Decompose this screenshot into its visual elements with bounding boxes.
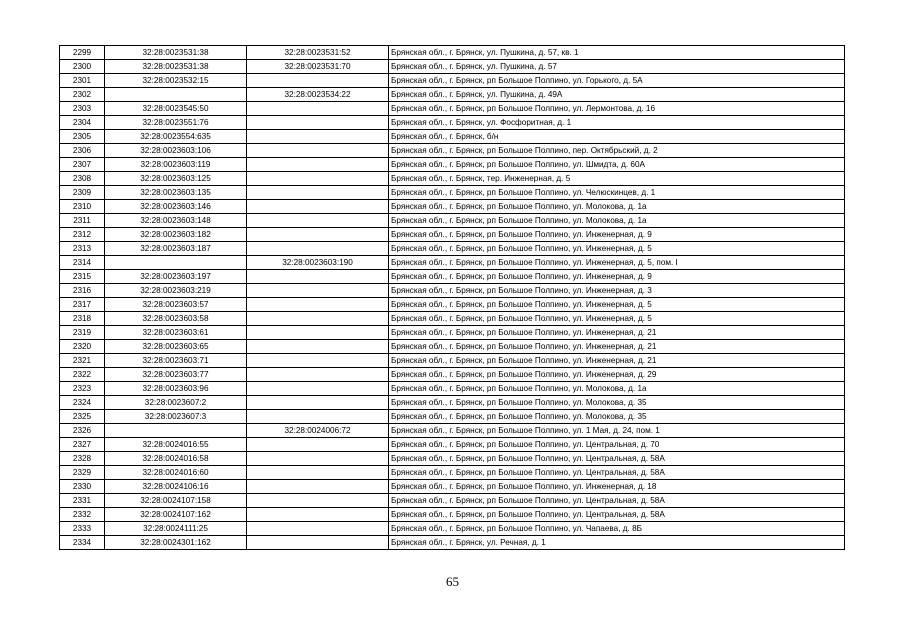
table-row <box>60 368 845 382</box>
table-row <box>60 494 845 508</box>
object-cadastral-number-cell <box>247 354 389 368</box>
cadastral-number-cell: 32:28:0023603:61 <box>105 326 247 340</box>
cadastral-number-cell: 32:28:0023603:71 <box>105 354 247 368</box>
object-cadastral-number-cell <box>247 494 389 508</box>
table-row <box>60 102 845 116</box>
address-cell: Брянская обл., г. Брянск, рп Большое Полпино, ул. Инженерная, д. 5 <box>389 312 845 326</box>
address-cell: Брянская обл., г. Брянск, рп Большое Полпино, ул. Центральная, д. 70 <box>389 438 845 452</box>
address-cell: Брянская обл., г. Брянск, рп Большое Полпино, ул. Чапаева, д. 8Б <box>389 522 845 536</box>
cadastral-number-cell: 32:28:0023545:50 <box>105 102 247 116</box>
cadastral-number-cell: 32:28:0024111:25 <box>105 522 247 536</box>
cadastral-number-cell: 32:28:0023603:182 <box>105 228 247 242</box>
address-cell: Брянская обл., г. Брянск, ул. Фосфоритная, д. 1 <box>389 116 845 130</box>
table-row <box>60 536 845 550</box>
object-cadastral-number-cell <box>247 172 389 186</box>
address-cell: Брянская обл., г. Брянск, рп Большое Полпино, ул. Инженерная, д. 3 <box>389 284 845 298</box>
address-cell: Брянская обл., г. Брянск, рп Большое Полпино, ул. Инженерная, д. 5 <box>389 298 845 312</box>
row-number-cell: 2310 <box>60 200 105 214</box>
address-cell: Брянская обл., г. Брянск, рп Большое Полпино, ул. Горького, д. 5А <box>389 74 845 88</box>
table-row <box>60 452 845 466</box>
row-number-cell: 2302 <box>60 88 105 102</box>
row-number-cell: 2332 <box>60 508 105 522</box>
cadastral-number-cell: 32:28:0023603:197 <box>105 270 247 284</box>
address-cell: Брянская обл., г. Брянск, рп Большое Полпино, ул. Центральная, д. 58А <box>389 466 845 480</box>
object-cadastral-number-cell <box>247 368 389 382</box>
cadastral-number-cell: 32:28:0023532:15 <box>105 74 247 88</box>
object-cadastral-number-cell <box>247 186 389 200</box>
object-cadastral-number-cell <box>247 312 389 326</box>
cadastral-number-cell: 32:28:0023551:76 <box>105 116 247 130</box>
object-cadastral-number-cell <box>247 522 389 536</box>
object-cadastral-number-cell <box>247 200 389 214</box>
table-row <box>60 74 845 88</box>
object-cadastral-number-cell <box>247 228 389 242</box>
object-cadastral-number-cell: 32:28:0023531:52 <box>247 46 389 60</box>
cadastral-number-cell <box>105 88 247 102</box>
table-row <box>60 158 845 172</box>
cadastral-number-cell: 32:28:0023607:2 <box>105 396 247 410</box>
row-number-cell: 2323 <box>60 382 105 396</box>
object-cadastral-number-cell: 32:28:0024006:72 <box>247 424 389 438</box>
object-cadastral-number-cell: 32:28:0023534:22 <box>247 88 389 102</box>
cadastral-number-cell: 32:28:0023603:57 <box>105 298 247 312</box>
address-cell: Брянская обл., г. Брянск, рп Большое Полпино, ул. 1 Мая, д. 24, пом. 1 <box>389 424 845 438</box>
row-number-cell: 2333 <box>60 522 105 536</box>
object-cadastral-number-cell <box>247 298 389 312</box>
row-number-cell: 2327 <box>60 438 105 452</box>
cadastral-number-cell: 32:28:0023554:635 <box>105 130 247 144</box>
cadastral-number-cell: 32:28:0023603:135 <box>105 186 247 200</box>
row-number-cell: 2304 <box>60 116 105 130</box>
row-number-cell: 2301 <box>60 74 105 88</box>
object-cadastral-number-cell <box>247 438 389 452</box>
row-number-cell: 2324 <box>60 396 105 410</box>
cadastral-number-cell: 32:28:0023603:65 <box>105 340 247 354</box>
row-number-cell: 2316 <box>60 284 105 298</box>
table-row <box>60 522 845 536</box>
address-cell: Брянская обл., г. Брянск, ул. Пушкина, д. 57 <box>389 60 845 74</box>
row-number-cell: 2322 <box>60 368 105 382</box>
table-row <box>60 438 845 452</box>
address-cell: Брянская обл., г. Брянск, рп Большое Полпино, ул. Молокова, д. 35 <box>389 396 845 410</box>
object-cadastral-number-cell: 32:28:0023603:190 <box>247 256 389 270</box>
address-cell: Брянская обл., г. Брянск, рп Большое Полпино, пер. Октябрьский, д. 2 <box>389 144 845 158</box>
row-number-cell: 2309 <box>60 186 105 200</box>
cadastral-number-cell: 32:28:0023603:58 <box>105 312 247 326</box>
table-row <box>60 298 845 312</box>
row-number-cell: 2328 <box>60 452 105 466</box>
table-row <box>60 326 845 340</box>
row-number-cell: 2305 <box>60 130 105 144</box>
cadastral-number-cell: 32:28:0024301:162 <box>105 536 247 550</box>
cadastral-number-cell: 32:28:0023603:219 <box>105 284 247 298</box>
row-number-cell: 2312 <box>60 228 105 242</box>
address-cell: Брянская обл., г. Брянск, рп Большое Полпино, ул. Инженерная, д. 9 <box>389 270 845 284</box>
table-row <box>60 424 845 438</box>
address-cell: Брянская обл., г. Брянск, рп Большое Полпино, ул. Шмидта, д. 60А <box>389 158 845 172</box>
address-cell: Брянская обл., г. Брянск, рп Большое Полпино, ул. Инженерная, д. 29 <box>389 368 845 382</box>
address-cell: Брянская обл., г. Брянск, ул. Пушкина, д. 57, кв. 1 <box>389 46 845 60</box>
table-row <box>60 270 845 284</box>
cadastral-number-cell <box>105 256 247 270</box>
address-cell: Брянская обл., г. Брянск, рп Большое Полпино, ул. Молокова, д. 1а <box>389 214 845 228</box>
cadastral-number-cell: 32:28:0023603:77 <box>105 368 247 382</box>
cadastral-number-cell: 32:28:0023607:3 <box>105 410 247 424</box>
table-row <box>60 130 845 144</box>
object-cadastral-number-cell <box>247 326 389 340</box>
object-cadastral-number-cell <box>247 508 389 522</box>
row-number-cell: 2326 <box>60 424 105 438</box>
table-row <box>60 396 845 410</box>
address-cell: Брянская обл., г. Брянск, рп Большое Полпино, ул. Инженерная, д. 5, пом. I <box>389 256 845 270</box>
cadastral-number-cell: 32:28:0024107:158 <box>105 494 247 508</box>
object-cadastral-number-cell <box>247 340 389 354</box>
row-number-cell: 2308 <box>60 172 105 186</box>
row-number-cell: 2319 <box>60 326 105 340</box>
address-cell: Брянская обл., г. Брянск, ул. Речная, д. 1 <box>389 536 845 550</box>
cadastral-number-cell: 32:28:0023531:38 <box>105 46 247 60</box>
table-row <box>60 480 845 494</box>
table-row <box>60 172 845 186</box>
table-row <box>60 256 845 270</box>
row-number-cell: 2320 <box>60 340 105 354</box>
address-cell: Брянская обл., г. Брянск, рп Большое Полпино, ул. Молокова, д. 1а <box>389 382 845 396</box>
table-row <box>60 284 845 298</box>
table-row <box>60 116 845 130</box>
object-cadastral-number-cell <box>247 536 389 550</box>
cadastral-number-cell: 32:28:0023603:96 <box>105 382 247 396</box>
table-row <box>60 46 845 60</box>
table-row <box>60 214 845 228</box>
row-number-cell: 2306 <box>60 144 105 158</box>
table-row <box>60 466 845 480</box>
address-cell: Брянская обл., г. Брянск, рп Большое Полпино, ул. Инженерная, д. 21 <box>389 354 845 368</box>
table-row <box>60 200 845 214</box>
address-cell: Брянская обл., г. Брянск, рп Большое Полпино, ул. Челюскинцев, д. 1 <box>389 186 845 200</box>
table-row <box>60 242 845 256</box>
object-cadastral-number-cell <box>247 270 389 284</box>
object-cadastral-number-cell <box>247 410 389 424</box>
object-cadastral-number-cell <box>247 284 389 298</box>
object-cadastral-number-cell <box>247 466 389 480</box>
cadastral-number-cell: 32:28:0023603:146 <box>105 200 247 214</box>
address-cell: Брянская обл., г. Брянск, рп Большое Полпино, ул. Центральная, д. 58А <box>389 452 845 466</box>
cadastral-number-cell: 32:28:0023603:119 <box>105 158 247 172</box>
address-cell: Брянская обл., г. Брянск, тер. Инженерная, д. 5 <box>389 172 845 186</box>
row-number-cell: 2307 <box>60 158 105 172</box>
row-number-cell: 2321 <box>60 354 105 368</box>
object-cadastral-number-cell <box>247 242 389 256</box>
object-cadastral-number-cell <box>247 144 389 158</box>
row-number-cell: 2325 <box>60 410 105 424</box>
cadastral-number-cell: 32:28:0024106:16 <box>105 480 247 494</box>
object-cadastral-number-cell <box>247 480 389 494</box>
object-cadastral-number-cell <box>247 452 389 466</box>
address-cell: Брянская обл., г. Брянск, рп Большое Полпино, ул. Инженерная, д. 21 <box>389 340 845 354</box>
cadastral-number-cell: 32:28:0024016:58 <box>105 452 247 466</box>
row-number-cell: 2315 <box>60 270 105 284</box>
address-cell: Брянская обл., г. Брянск, рп Большое Полпино, ул. Инженерная, д. 9 <box>389 228 845 242</box>
object-cadastral-number-cell <box>247 382 389 396</box>
cadastral-number-cell <box>105 424 247 438</box>
cadastral-number-cell: 32:28:0023603:148 <box>105 214 247 228</box>
address-cell: Брянская обл., г. Брянск, рп Большое Полпино, ул. Центральная, д. 58А <box>389 494 845 508</box>
address-cell: Брянская обл., г. Брянск, ул. Пушкина, д. 49А <box>389 88 845 102</box>
table-row <box>60 312 845 326</box>
object-cadastral-number-cell <box>247 116 389 130</box>
table-row <box>60 228 845 242</box>
table-row <box>60 340 845 354</box>
object-cadastral-number-cell: 32:28:0023531:70 <box>247 60 389 74</box>
address-cell: Брянская обл., г. Брянск, рп Большое Полпино, ул. Лермонтова, д. 16 <box>389 102 845 116</box>
cadastral-number-cell: 32:28:0024016:55 <box>105 438 247 452</box>
table-row <box>60 144 845 158</box>
row-number-cell: 2311 <box>60 214 105 228</box>
cadastral-number-cell: 32:28:0023603:187 <box>105 242 247 256</box>
address-cell: Брянская обл., г. Брянск, рп Большое Полпино, ул. Инженерная, д. 21 <box>389 326 845 340</box>
table-row <box>60 410 845 424</box>
registry-table-body <box>60 46 845 550</box>
address-cell: Брянская обл., г. Брянск, рп Большое Полпино, ул. Молокова, д. 35 <box>389 410 845 424</box>
cadastral-number-cell: 32:28:0023603:125 <box>105 172 247 186</box>
table-row <box>60 88 845 102</box>
row-number-cell: 2314 <box>60 256 105 270</box>
cadastral-number-cell: 32:28:0024107:162 <box>105 508 247 522</box>
row-number-cell: 2300 <box>60 60 105 74</box>
page-number: 65 <box>446 574 459 589</box>
table-row <box>60 186 845 200</box>
address-cell: Брянская обл., г. Брянск, рп Большое Полпино, ул. Центральная, д. 58А <box>389 508 845 522</box>
row-number-cell: 2331 <box>60 494 105 508</box>
object-cadastral-number-cell <box>247 214 389 228</box>
object-cadastral-number-cell <box>247 158 389 172</box>
address-cell: Брянская обл., г. Брянск, рп Большое Полпино, ул. Инженерная, д. 5 <box>389 242 845 256</box>
address-cell: Брянская обл., г. Брянск, рп Большое Полпино, ул. Инженерная, д. 18 <box>389 480 845 494</box>
address-cell: Брянская обл., г. Брянск, б/н <box>389 130 845 144</box>
table-row <box>60 382 845 396</box>
object-cadastral-number-cell <box>247 74 389 88</box>
cadastral-number-cell: 32:28:0023531:38 <box>105 60 247 74</box>
object-cadastral-number-cell <box>247 102 389 116</box>
table-row <box>60 60 845 74</box>
row-number-cell: 2303 <box>60 102 105 116</box>
row-number-cell: 2313 <box>60 242 105 256</box>
cadastral-number-cell: 32:28:0023603:106 <box>105 144 247 158</box>
row-number-cell: 2330 <box>60 480 105 494</box>
object-cadastral-number-cell <box>247 130 389 144</box>
row-number-cell: 2334 <box>60 536 105 550</box>
object-cadastral-number-cell <box>247 396 389 410</box>
row-number-cell: 2329 <box>60 466 105 480</box>
row-number-cell: 2317 <box>60 298 105 312</box>
table-row <box>60 508 845 522</box>
cadastral-number-cell: 32:28:0024016:60 <box>105 466 247 480</box>
registry-table <box>59 45 845 550</box>
address-cell: Брянская обл., г. Брянск, рп Большое Полпино, ул. Молокова, д. 1а <box>389 200 845 214</box>
row-number-cell: 2318 <box>60 312 105 326</box>
table-row <box>60 354 845 368</box>
row-number-cell: 2299 <box>60 46 105 60</box>
